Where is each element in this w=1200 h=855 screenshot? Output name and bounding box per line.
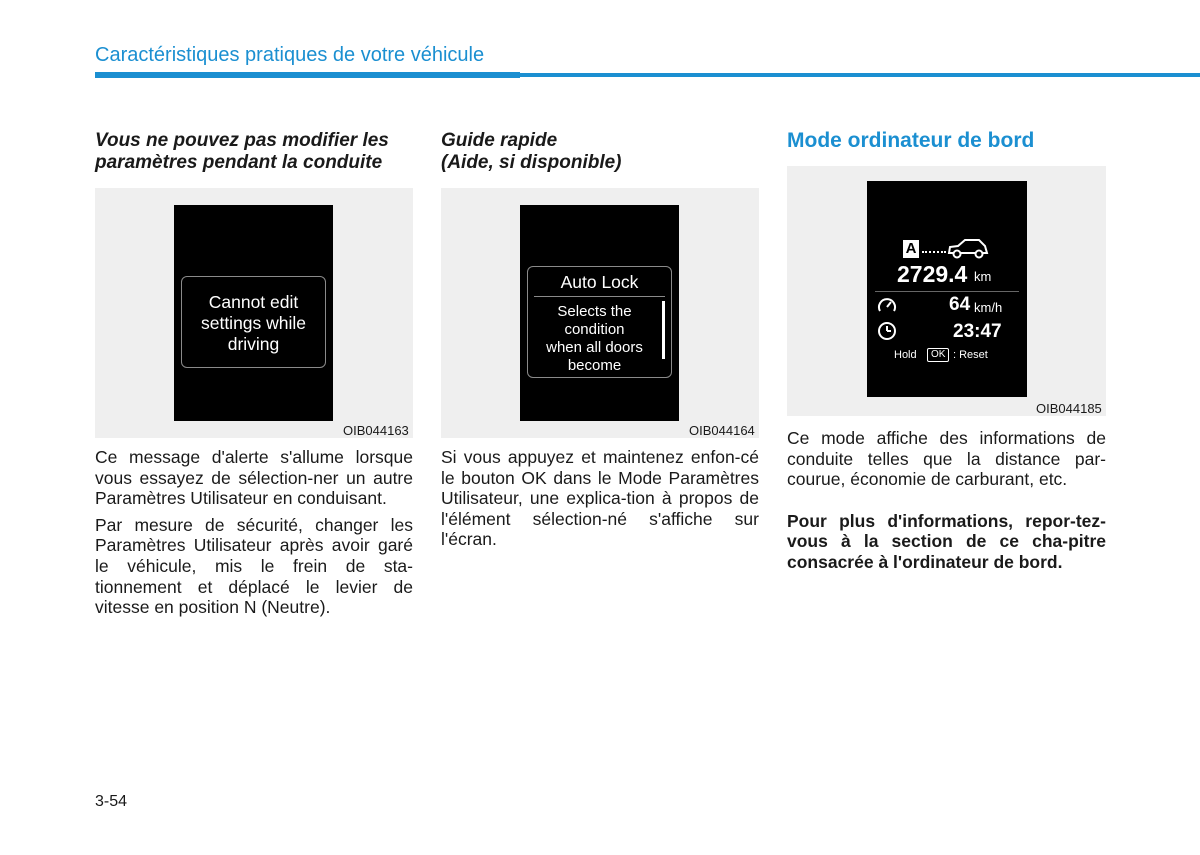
help-line: become	[567, 357, 622, 374]
speed-value: 64	[949, 294, 971, 315]
column-3-body	[787, 428, 1106, 579]
column-1-body	[95, 447, 413, 624]
time-value: 23:47	[953, 321, 1002, 342]
figure-trip-computer	[787, 166, 1106, 416]
scrollbar	[662, 301, 665, 359]
paragraph: Ce message d'alerte s'allume lorsque vous essayez de sélection-ner un autre Paramètres Utilisateur en conduisant.	[95, 447, 413, 509]
column-1-heading	[95, 130, 415, 174]
reset-label: : Reset	[953, 349, 988, 361]
help-line: condition	[564, 321, 625, 338]
divider	[875, 291, 1019, 292]
section-heading: Mode ordinateur de bord	[787, 129, 1035, 152]
figure-quick-guide	[441, 188, 759, 438]
cluster-screen	[867, 181, 1027, 397]
hold-label: Hold	[894, 349, 917, 361]
message-line: driving	[227, 334, 280, 354]
distance-unit: km	[974, 269, 992, 284]
warning-message-box	[181, 276, 326, 368]
column-2-body	[441, 447, 759, 556]
column-1-heading-line2: paramètres pendant la conduite	[95, 152, 383, 173]
dotted-line	[922, 251, 946, 253]
figure-code: OIB044163	[343, 423, 409, 438]
cluster-screen	[520, 205, 679, 421]
paragraph: Par mesure de sécurité, changer les Paramètres Utilisateur après avoir garé le véhicule, mis le frein de sta-tionnement et déplacé le levier de vitesse en position N (Neutre).	[95, 514, 413, 618]
bold-paragraph: Pour plus d'informations, repor-tez-vous à la section de ce cha-pitre consacrée à l'ordinateur de bord.	[787, 510, 1106, 572]
speed-unit: km/h	[974, 300, 1003, 315]
clock-icon	[877, 321, 897, 341]
ok-badge: OK	[927, 348, 949, 362]
header-title: Caractéristiques pratiques de votre véhicule	[95, 44, 485, 66]
help-message-box	[527, 266, 672, 378]
help-line: Selects the	[557, 303, 632, 320]
help-line: when all doors	[546, 339, 643, 356]
header-rule	[95, 73, 1200, 77]
trip-a-badge: A	[903, 240, 919, 258]
column-2-heading-line2: (Aide, si disponible)	[441, 152, 622, 173]
distance-value: 2729.4	[897, 261, 968, 287]
column-2-heading	[441, 130, 761, 174]
car-icon	[947, 237, 989, 259]
figure-code: OIB044164	[689, 423, 755, 438]
help-title: Auto Lock	[534, 267, 665, 297]
column-1-heading-line1: Vous ne pouvez pas modifier les	[95, 130, 389, 151]
message-line: Cannot edit	[208, 292, 299, 312]
paragraph: Si vous appuyez et maintenez enfon-cé le bouton OK dans le Mode Paramètres Utilisateur, une explica-tion à propos de l'élément sélection-né s'affiche sur l'écran.	[441, 447, 759, 550]
page-number: 3-54	[95, 793, 128, 810]
paragraph: Ce mode affiche des informations de conduite telles que la distance par-courue, économie de carburant, etc.	[787, 428, 1106, 490]
figure-code: OIB044185	[1036, 401, 1102, 416]
figure-cannot-edit	[95, 188, 413, 438]
message-line: settings while	[200, 313, 307, 333]
speedometer-icon	[877, 296, 897, 314]
cluster-screen	[174, 205, 333, 421]
column-2-heading-line1: Guide rapide	[441, 130, 558, 151]
